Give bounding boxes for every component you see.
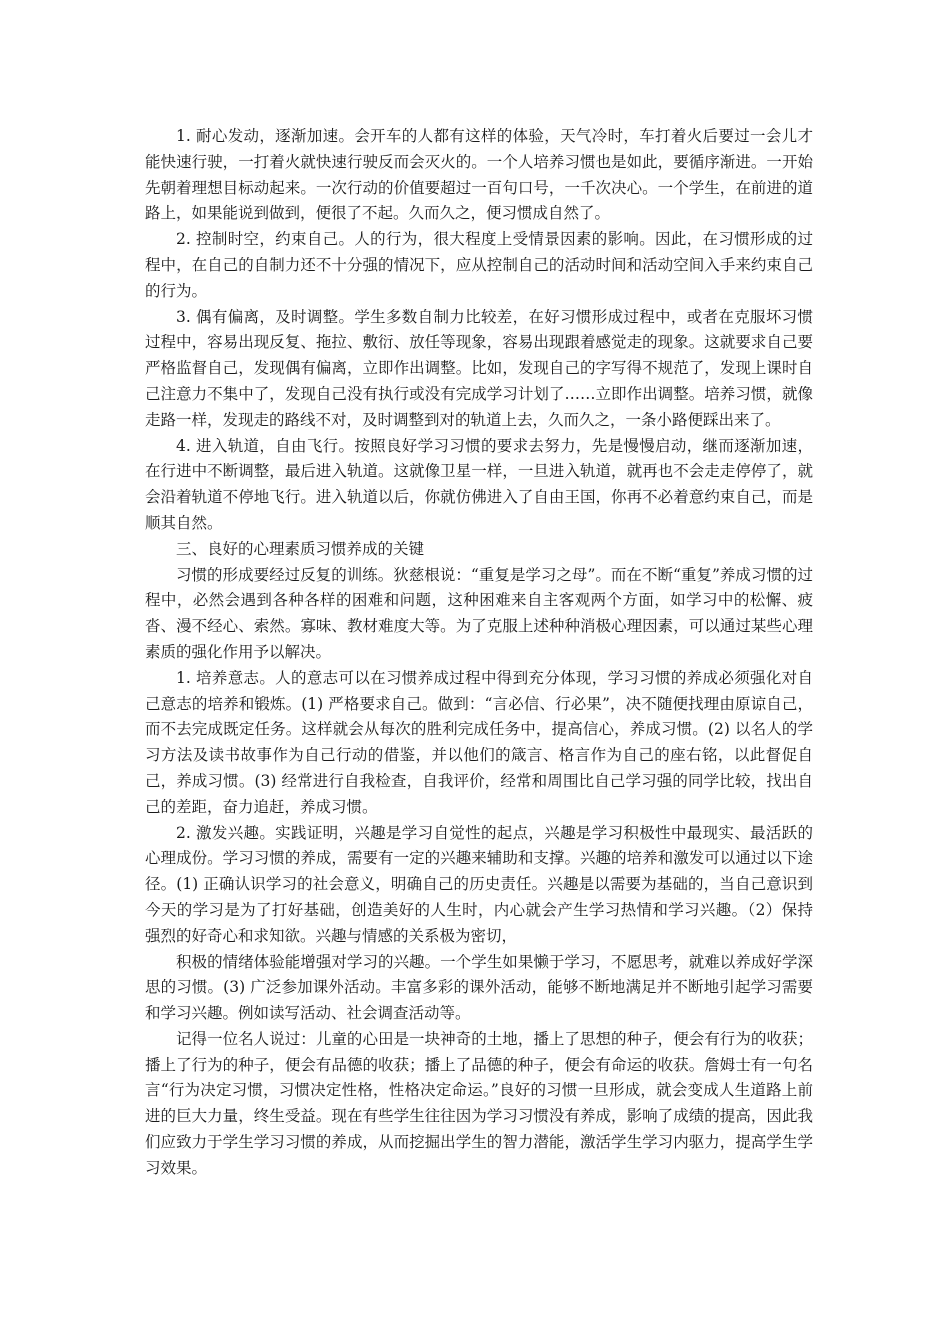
paragraph-repetition: 习惯的形成要经过反复的训练。狄慈根说：“重复是学习之母”。而在不断“重复”养成习惯的过程中，必然会遇到各种各样的困难和问题，这种困难来自主客观两个方面，如学习中的松懈、疲沓、漫不经心、索然。寡味、教材难度大等。为了克服上述种种消极心理因素，可以通过某些心理素质的强化作用予以解决。	[145, 565, 813, 661]
paragraph-patience: 1. 耐心发动，逐渐加速。会开车的人都有这样的体验，天气冷时，车打着火后要过一会儿才能快速行驶，一打着火就快速行驶反而会灭火的。一个人培养习惯也是如此，要循序渐进。一开始先朝着理想目标动起来。一次行动的价值要超过一百句口号，一千次决心。一个学生，在前进的道路上，如果能说到做到，便很了不起。久而久之，便习惯成自然了。	[145, 127, 813, 223]
paragraph-enter-orbit: 4. 进入轨道，自由飞行。按照良好学习习惯的要求去努力，先是慢慢启动，继而逐渐加速，在行进中不断调整，最后进入轨道。这就像卫星一样，一旦进入轨道，就再也不会走走停停了，就会沿着轨道不停地飞行。进入轨道以后，你就仿佛进入了自由王国，你再不必着意约束自己，而是顺其自然。	[145, 436, 813, 532]
document-page	[145, 124, 813, 1182]
paragraph-adjust: 3. 偶有偏离，及时调整。学生多数自制力比较差，在好习惯形成过程中，或者在克服坏习惯过程中，容易出现反复、拖拉、敷衍、放任等现象，容易出现跟着感觉走的现象。这就要求自己要严格监督自己，发现偶有偏离，立即作出调整。比如，发现自己的字写得不规范了，发现上课时自己注意力不集中了，发现自己没有执行或没有完成学习计划了……立即作出调整。培养习惯，就像走路一样，发现走的路线不对，及时调整到对的轨道上去，久而久之，一条小路便踩出来了。	[145, 307, 813, 429]
paragraph-control-time-space: 2. 控制时空，约束自己。人的行为，很大程度上受情景因素的影响。因此，在习惯形成的过程中，在自己的自制力还不十分强的情况下，应从控制自己的活动时间和活动空间入手来约束自己的行为。	[145, 230, 813, 300]
paragraph-conclusion: 记得一位名人说过：儿童的心田是一块神奇的土地，播上了思想的种子，便会有行为的收获；播上了行为的种子，便会有品德的收获；播上了品德的种子，便会有命运的收获。詹姆士有一句名言“行为决定习惯，习惯决定性格，性格决定命运。”良好的习惯一旦形成，就会变成人生道路上前进的巨大力量，终生受益。现在有些学生往往因为学习习惯没有养成，影响了成绩的提高，因此我们应致力于学生学习习惯的养成，从而挖掘出学生的智力潜能，激活学生学习内驱力，提高学生学习效果。	[145, 1029, 813, 1177]
paragraph-positive-emotion: 积极的情绪体验能增强对学习的兴趣。一个学生如果懒于学习，不愿思考，就难以养成好学深思的习惯。(3) 广泛参加课外活动。丰富多彩的课外活动，能够不断地满足并不断地引起学习需要和学习兴趣。例如读写活动、社会调查活动等。	[145, 952, 813, 1023]
paragraph-willpower: 1. 培养意志。人的意志可以在习惯养成过程中得到充分体现，学习习惯的养成必须强化对自己意志的培养和锻炼。(1) 严格要求自己。做到：“言必信、行必果”，决不随便找理由原谅自己，而不去完成既定任务。这样就会从每次的胜利完成任务中，提高信心，养成习惯。(2) 以名人的学习方法及读书故事作为自己行动的借鉴，并以他们的箴言、格言作为自己的座右铭，以此督促自己，养成习惯。(3) 经常进行自我检查，自我评价，经常和周围比自己学习强的同学比较，找出自己的差距，奋力追赶，养成习惯。	[145, 668, 813, 816]
paragraph-interest: 2. 激发兴趣。实践证明，兴趣是学习自觉性的起点，兴趣是学习积极性中最现实、最活跃的心理成份。学习习惯的养成，需要有一定的兴趣来辅助和支撑。兴趣的培养和激发可以通过以下途径。(1) 正确认识学习的社会意义，明确自己的历史责任。兴趣是以需要为基础的，当自己意识到今天的学习是为了打好基础，创造美好的人生时，内心就会产生学习热情和学习兴趣。（2）保持强烈的好奇心和求知欲。兴趣与情感的关系极为密切，	[145, 823, 813, 945]
section-heading-psychology: 三、良好的心理素质习惯养成的关键	[176, 539, 425, 558]
